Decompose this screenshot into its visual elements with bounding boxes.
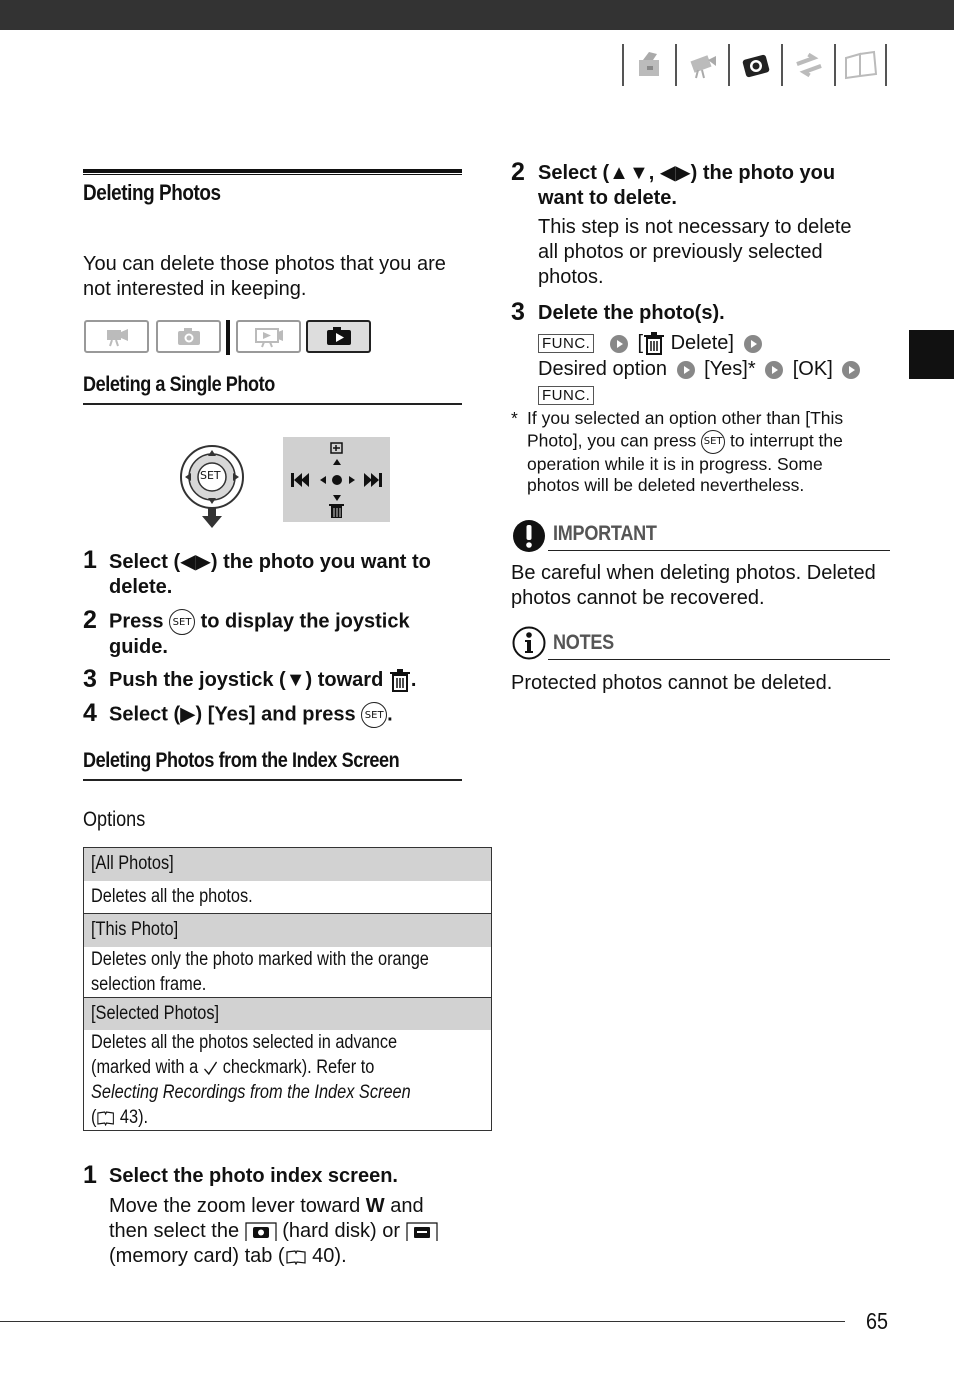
next-arrow-icon	[677, 361, 695, 379]
transfer-icon[interactable]	[781, 44, 834, 86]
next-arrow-icon	[610, 335, 628, 353]
single-photo-heading: Deleting a Single Photo	[83, 373, 275, 396]
step-1-text-a: Select (	[109, 551, 181, 573]
movie-playback-mode-icon	[236, 320, 301, 353]
step-2-text	[109, 609, 463, 660]
step-3-text-a: Push the joystick (	[109, 669, 286, 691]
section-title: Deleting Photos	[83, 180, 221, 205]
photo-camera-mode-icon	[156, 320, 221, 353]
step-4-text-a: Select (	[109, 703, 181, 726]
important-rule	[548, 550, 890, 551]
func-button-icon: FUNC.	[538, 386, 594, 405]
step-2-text-a: Press	[109, 610, 164, 633]
option-all-photos-body: Deletes all the photos.	[84, 881, 492, 914]
joystick-set-label: SET	[200, 469, 221, 482]
step-3-text	[109, 668, 463, 693]
footnote: * If you selected an option other than [This Photo], you can press SET to interrupt the operation while it is in progress. Some photos will be deleted nevertheless.	[511, 408, 844, 495]
footer-rule	[0, 1321, 845, 1322]
important-icon	[512, 519, 546, 553]
checkmark-icon	[203, 1060, 218, 1076]
important-text: Be careful when deleting photos. Deleted photos cannot be recovered.	[511, 562, 876, 609]
right-arrow-icon: ▶	[180, 703, 196, 726]
notes-heading: NOTES	[553, 631, 614, 654]
set-button-icon: SET	[701, 430, 725, 454]
option-this-photo-body: Deletes only the photo marked with the orange selection frame.	[84, 947, 492, 998]
book-reference-icon	[285, 1249, 307, 1265]
memory-card-tab-icon	[406, 1222, 438, 1242]
mode-divider	[226, 320, 230, 355]
index-step-title: Select the photo index screen.	[109, 1165, 398, 1187]
notes-rule	[548, 659, 890, 660]
movie-icon[interactable]	[675, 44, 728, 86]
intro-text: You can delete those photos that you are not interested in keeping.	[83, 253, 446, 300]
joystick-illustration	[178, 444, 248, 530]
camcorder-prep-icon[interactable]	[622, 44, 675, 86]
photo-icon[interactable]	[728, 44, 781, 86]
page-number: 65	[866, 1308, 889, 1334]
option-selected-photos-head: [Selected Photos]	[84, 997, 492, 1030]
option-this-photo-head: [This Photo]	[84, 914, 492, 947]
index-screen-heading: Deleting Photos from the Index Screen	[83, 749, 400, 772]
step-1-text-b: ) the photo you want to delete.	[109, 551, 431, 598]
right-step-2-number: 2	[511, 158, 525, 186]
up-down-arrows-icon: ▲▼	[609, 162, 649, 184]
options-table	[83, 847, 492, 1131]
step-4-text	[109, 702, 463, 728]
down-arrow-icon: ▼	[285, 669, 306, 691]
option-selected-photos-body: Deletes all the photos selected in advance (marked with a checkmark). Refer to Selecting Recordings from the Index Screen ( 43).	[84, 1030, 492, 1131]
joystick-guide-screen	[283, 437, 390, 522]
func-button-icon: FUNC.	[538, 334, 594, 353]
notes-icon	[512, 626, 546, 660]
right-step-3-number: 3	[511, 298, 525, 326]
top-bar	[0, 0, 954, 30]
notes-text: Protected photos cannot be deleted.	[511, 672, 833, 694]
step-3-text-c: .	[410, 669, 417, 691]
section-rule	[83, 169, 462, 175]
left-right-arrows-icon: ◀▶	[659, 162, 691, 184]
trash-icon	[389, 669, 411, 693]
step-3-number: 3	[83, 665, 97, 693]
step-4-text-b: ) [Yes] and press	[195, 703, 356, 726]
step-1-text	[109, 550, 463, 600]
step-2-number: 2	[83, 606, 97, 634]
hard-disk-tab-icon	[245, 1222, 277, 1242]
step-2-text-b: to display the joystick guide.	[109, 610, 410, 658]
chapter-tabs	[622, 44, 887, 86]
movie-camera-mode-icon	[84, 320, 149, 353]
option-all-photos-head: [All Photos]	[84, 848, 492, 881]
mode-indicators	[84, 320, 384, 356]
photo-playback-mode-icon	[306, 320, 371, 353]
step-3-text-b: ) toward	[305, 669, 384, 691]
book-reference-icon	[96, 1110, 115, 1126]
right-step-3-title: Delete the photo(s).	[538, 302, 725, 324]
next-arrow-icon	[765, 361, 783, 379]
set-button-icon: SET	[169, 609, 195, 635]
trash-icon	[643, 332, 665, 356]
step-4-number: 4	[83, 699, 97, 727]
single-photo-rule	[83, 403, 462, 405]
step-1-number: 1	[83, 546, 97, 574]
left-right-arrows-icon: ◀▶	[180, 551, 211, 573]
step-4-text-c: .	[387, 703, 393, 726]
index-step-number: 1	[83, 1161, 97, 1189]
important-heading: IMPORTANT	[553, 522, 657, 545]
next-arrow-icon	[744, 335, 762, 353]
set-button-icon: SET	[361, 702, 387, 728]
options-label: Options	[83, 808, 146, 831]
right-step-2-desc: This step is not necessary to delete all photos or previously selected photos.	[538, 216, 852, 288]
index-step-desc: Move the zoom lever toward W and then select the (hard disk) or (memory card) tab ( 40).	[109, 1194, 469, 1269]
index-screen-rule	[83, 779, 462, 781]
book-icon[interactable]	[834, 44, 887, 86]
right-step-2-title: Select (▲▼, ◀▶) the photo you want to delete.	[538, 162, 836, 209]
right-step-3-sequence: FUNC. [ Delete] Desired option [Yes]* [OK] FUNC.	[538, 330, 898, 408]
next-arrow-icon	[842, 361, 860, 379]
chapter-side-tab	[909, 330, 954, 379]
